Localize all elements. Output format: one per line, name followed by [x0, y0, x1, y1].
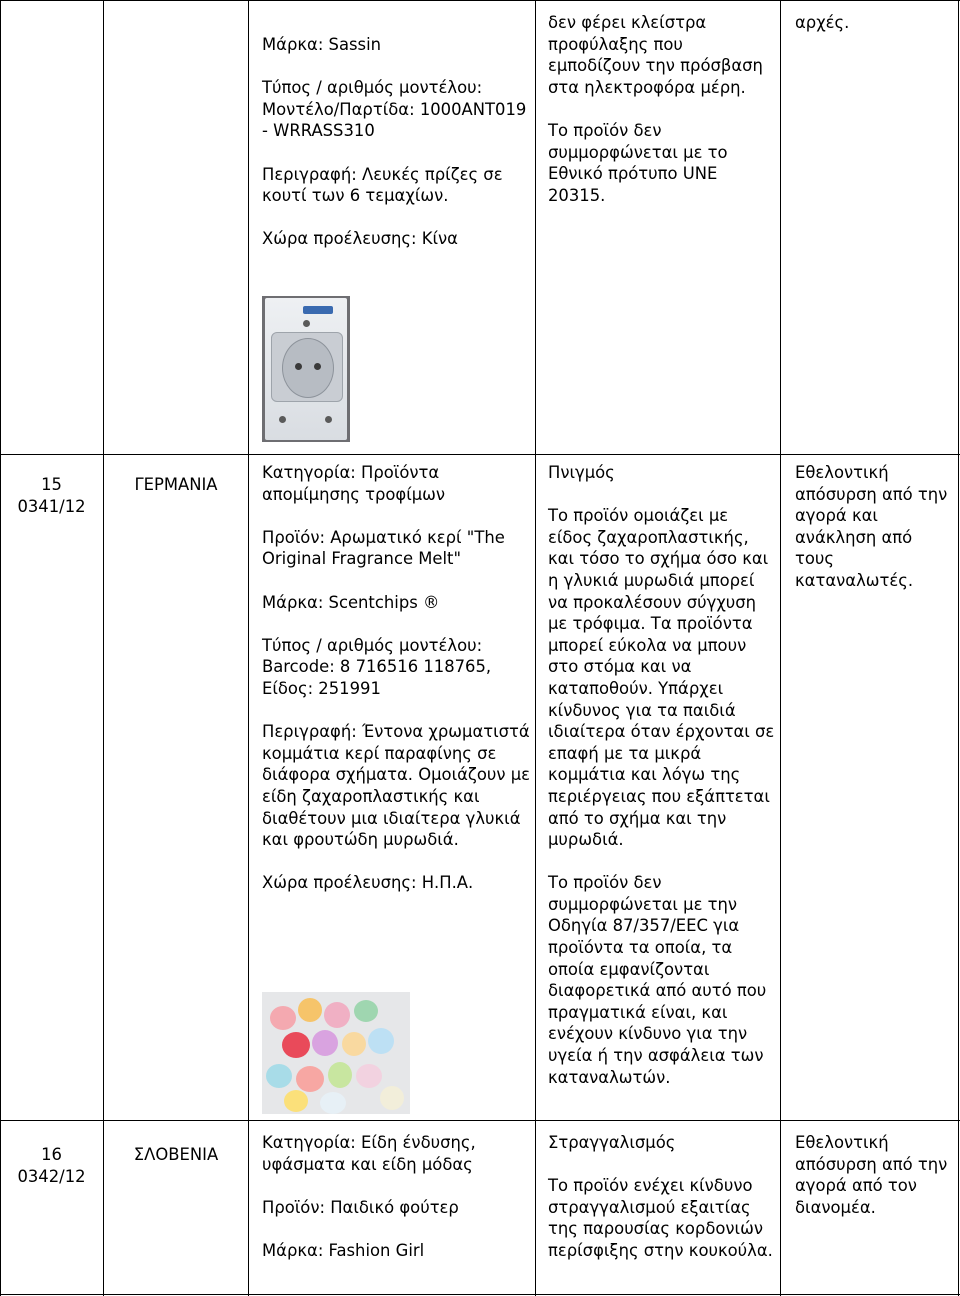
risk-text: Το προϊόν ενέχει κίνδυνο στραγγαλισμού εξαιτίας της παρουσίας κορδονιών περίσφιξης στην κουκούλα. [548, 1176, 773, 1260]
country-name: ΓΕΡΜΑΝΙΑ [134, 475, 218, 494]
row-15-number-cell [0, 474, 103, 517]
column-divider [780, 0, 781, 1296]
category-line: Κατηγορία: Προϊόντα απομίμησης τροφίμων [262, 463, 446, 504]
wax-piece [298, 998, 322, 1022]
measures-text: αρχές. [795, 13, 850, 32]
brand-line: Μάρκα: Scentchips ® [262, 592, 440, 612]
country-name: ΣΛΟΒΕΝΙΑ [133, 1145, 219, 1164]
description-line: Περιγραφή: Λευκές πρίζες σε κουτί των 6 τεμαχίων. [262, 164, 503, 206]
wax-piece [324, 1002, 350, 1028]
row-code: 0342/12 [17, 1166, 86, 1186]
row-code: 0341/12 [17, 496, 86, 516]
wax-piece [380, 1086, 404, 1110]
brand-line: Μάρκα: Sassin [262, 35, 382, 54]
column-divider [535, 0, 536, 1296]
table-border-bottom [0, 1294, 960, 1295]
pin-hole [295, 363, 302, 370]
row-cont-measures-cell [795, 12, 955, 34]
wax-piece [266, 1064, 292, 1088]
wax-piece [356, 1064, 382, 1088]
row-number: 15 [41, 475, 62, 494]
socket-photo [262, 296, 350, 442]
compliance-text: Το προϊόν δεν συμμορφώνεται με το Εθνικό πρότυπο UNE 20315. [548, 120, 728, 205]
socket-housing [265, 298, 347, 440]
column-divider [248, 0, 249, 1296]
risk-text: Το προϊόν ομοιάζει με είδος ζαχαροπλαστικής, και τόσο το σχήμα όσο και η γλυκιά μυρωδιά μπορεί να προκαλέσουν σύγχυση με τρόφιμα. Τα προϊόντα μπορεί εύκολα να μπουν στο στόμα και να καταποθούν. Υπάρχει κίνδυνος για τα παιδιά ιδιαίτερα όταν έρχονται σε επαφή με τα μικρά κομμάτια και λόγω της περιέργειας που εξάπτεται από το σχήμα και την μυρωδιά. [548, 506, 775, 850]
wax-piece [328, 1062, 352, 1088]
table-border-right [958, 0, 959, 1296]
measures-text: Εθελοντική απόσυρση από την αγορά και ανάκληση από τους καταναλωτές. [795, 463, 948, 590]
row-15-country-cell [104, 474, 248, 496]
description-line: Περιγραφή: Έντονα χρωματιστά κομμάτια κερί παραφίνης σε διάφορα σχήματα. Ομοιάζουν με είδη ζαχαροπλαστικής και διαθέτουν μια ιδιαίτερα γλυκιά και φρουτώδη μυρωδιά. [262, 722, 530, 850]
screw-shape [325, 416, 332, 423]
wax-piece [354, 1000, 378, 1022]
row-16-number-cell [0, 1144, 103, 1187]
product-line: Προϊόν: Αρωματικό κερί "The Original Fragrance Melt" [262, 527, 505, 569]
wax-piece [284, 1090, 308, 1112]
wax-piece [282, 1032, 310, 1058]
row-16-country-cell [104, 1144, 248, 1166]
origin-line: Χώρα προέλευσης: Κίνα [262, 229, 458, 249]
compliance-text: Το προϊόν δεν συμμορφώνεται με την Οδηγία 87/357/ΕΕC για προϊόντα τα οποία, τα οποία εμφανίζονται διαφορετικά από αυτό που πραγματικά είναι, και ενέχουν κίνδυνο για την υγεία ή την ασφάλεια των καταναλωτών. [548, 873, 767, 1087]
risk-type: Στραγγαλισμός [548, 1133, 676, 1152]
wax-melts-photo [262, 992, 410, 1114]
model-line: Τύπος / αριθμός μοντέλου: Μοντέλο/Παρτίδα: 1000ANT019 - WRRASS310 [262, 78, 527, 141]
screw-shape [303, 320, 310, 327]
row-15-measures-cell [795, 462, 955, 592]
wax-piece [342, 1032, 366, 1056]
model-line: Τύπος / αριθμός μοντέλου: Barcode: 8 716516 118765, Είδος: 251991 [262, 635, 492, 698]
socket-face [271, 332, 343, 402]
brand-line: Μάρκα: Fashion Girl [262, 1240, 425, 1260]
wax-piece [270, 1006, 296, 1030]
pin-hole [314, 363, 321, 370]
row-cont-product-cell [262, 34, 532, 250]
column-divider [103, 0, 104, 1296]
origin-line: Χώρα προέλευσης: Η.Π.Α. [262, 873, 474, 893]
brand-label-shape [303, 306, 333, 314]
risk-type: Πνιγμός [548, 463, 615, 482]
product-line: Προϊόν: Παιδικό φούτερ [262, 1197, 459, 1217]
table-border-top [0, 0, 960, 1]
row-divider [0, 454, 960, 455]
wax-piece [296, 1066, 324, 1092]
row-divider [0, 1120, 960, 1121]
wax-piece [312, 1030, 338, 1056]
row-15-product-cell [262, 462, 532, 894]
risk-text: δεν φέρει κλείστρα προφύλαξης που εμποδίζουν την πρόσβαση στα ηλεκτροφόρα μέρη. [548, 13, 763, 97]
category-line: Κατηγορία: Είδη ένδυσης, υφάσματα και είδη μόδας [262, 1133, 476, 1174]
row-cont-risk-cell [548, 12, 776, 206]
row-number: 16 [41, 1145, 62, 1164]
wax-piece [368, 1028, 394, 1054]
row-16-product-cell [262, 1132, 532, 1262]
table-border-left [0, 0, 1, 1296]
measures-text: Εθελοντική απόσυρση από την αγορά από τον διανομέα. [795, 1133, 948, 1217]
row-15-risk-cell [548, 462, 776, 1088]
wax-piece [320, 1092, 346, 1114]
row-16-risk-cell [548, 1132, 776, 1262]
row-16-measures-cell [795, 1132, 955, 1218]
screw-shape [279, 416, 286, 423]
socket-recess [282, 338, 334, 398]
